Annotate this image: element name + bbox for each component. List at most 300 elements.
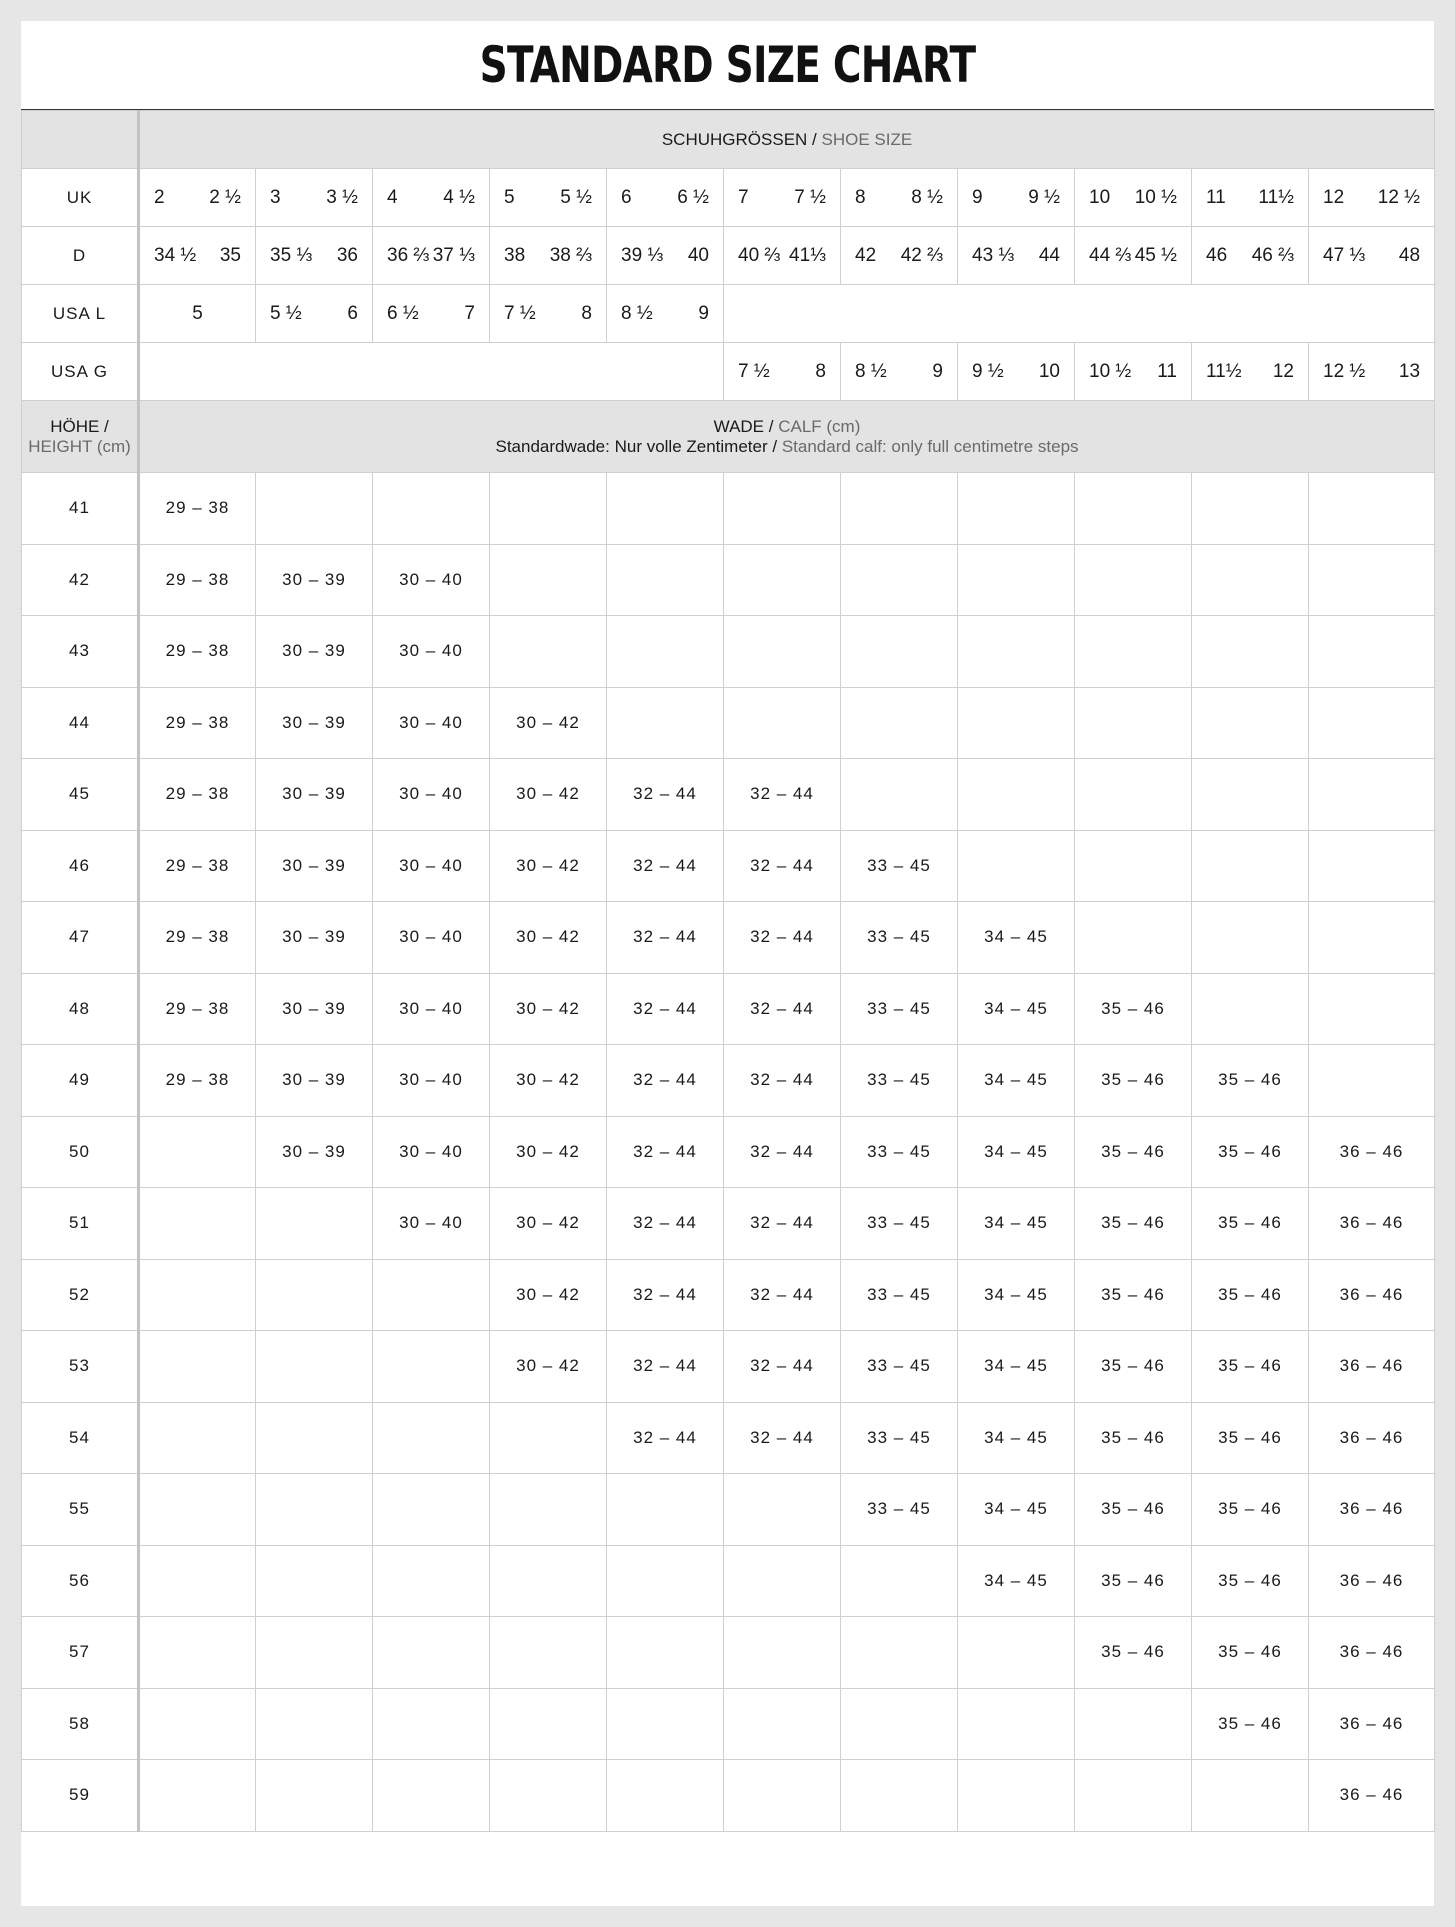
calf-row [22,1545,1435,1617]
calf-range-cell: 30 – 40 [373,544,490,616]
calf-range-cell [139,1331,256,1403]
calf-range-cell: 35 – 46 [1192,1617,1309,1689]
size-values [1192,245,1308,267]
size-value: 44 ⅔ [1089,244,1132,266]
calf-range-cell: 36 – 46 [1309,1188,1435,1260]
calf-range-cell [1075,759,1192,831]
calf-range-cell: 33 – 45 [841,973,958,1045]
calf-range-cell [490,544,607,616]
size-values [256,187,372,209]
calf-range-cell [1192,759,1309,831]
size-value: 11½ [1258,186,1294,208]
calf-range-cell: 35 – 46 [1075,1188,1192,1260]
size-value: 8 [581,302,592,324]
size-value: 9 [972,186,983,208]
size-cell [373,227,490,285]
calf-range-cell: 33 – 45 [841,1188,958,1260]
height-value: 57 [22,1617,139,1689]
shoe-size-header-row [22,111,1435,169]
calf-range-cell: 35 – 46 [1075,1116,1192,1188]
size-value: 38 [504,244,526,266]
size-value: 4 [387,186,398,208]
size-value: 4 ½ [443,186,475,208]
calf-range-cell: 32 – 44 [607,1045,724,1117]
calf-range-cell [1309,1045,1435,1117]
size-values [490,303,606,325]
calf-range-cell: 30 – 39 [256,616,373,688]
size-value: 42 [855,244,877,266]
calf-range-cell: 29 – 38 [139,616,256,688]
calf-range-cell: 29 – 38 [139,473,256,545]
calf-range-cell: 30 – 40 [373,830,490,902]
calf-note-de: Standardwade: Nur volle Zentimeter / [495,436,778,456]
size-values [841,187,957,209]
calf-header-en: CALF (cm) [773,416,861,436]
size-value: 9 [932,360,943,382]
calf-range-cell: 30 – 40 [373,973,490,1045]
height-value: 59 [22,1760,139,1832]
calf-range-cell [958,616,1075,688]
size-value: 8 [815,360,826,382]
size-cell [958,169,1075,227]
calf-range-cell: 30 – 39 [256,902,373,974]
calf-range-cell: 30 – 39 [256,687,373,759]
calf-range-cell [724,473,841,545]
height-value: 51 [22,1188,139,1260]
calf-range-cell: 36 – 46 [1309,1331,1435,1403]
size-cell [490,169,607,227]
height-value: 46 [22,830,139,902]
calf-range-cell: 30 – 42 [490,973,607,1045]
shoe-size-header-de: SCHUHGRÖSSEN / [661,129,817,149]
size-values [958,361,1074,383]
calf-range-cell: 35 – 46 [1192,1045,1309,1117]
size-cell [1075,169,1192,227]
size-value: 10 [1038,360,1060,382]
size-value: 47 ⅓ [1323,244,1366,266]
calf-range-cell: 30 – 42 [490,1259,607,1331]
calf-row [22,1402,1435,1474]
calf-range-cell [841,1545,958,1617]
size-values [1309,361,1434,383]
size-values [140,303,255,325]
size-value: 40 [687,244,709,266]
size-cell [256,285,373,343]
calf-range-cell [1192,544,1309,616]
size-cell [373,169,490,227]
calf-range-cell [607,687,724,759]
size-cell [958,227,1075,285]
calf-range-cell: 30 – 40 [373,759,490,831]
calf-range-cell: 32 – 44 [724,1188,841,1260]
shoe-size-header [139,111,1435,169]
calf-range-cell [490,1545,607,1617]
calf-row [22,1760,1435,1832]
size-values [607,303,723,325]
calf-range-cell: 30 – 42 [490,1045,607,1117]
calf-range-cell [1075,1760,1192,1832]
size-cell [724,169,841,227]
size-value: 2 ½ [209,186,241,208]
calf-range-cell [958,1617,1075,1689]
calf-row [22,902,1435,974]
calf-range-cell [1309,973,1435,1045]
calf-range-cell [1192,902,1309,974]
calf-range-cell [139,1188,256,1260]
calf-range-cell [139,1474,256,1546]
calf-range-cell: 32 – 44 [607,1402,724,1474]
calf-range-cell [1075,473,1192,545]
calf-range-cell: 36 – 46 [1309,1474,1435,1546]
calf-range-cell: 32 – 44 [724,973,841,1045]
calf-range-cell [139,1688,256,1760]
calf-range-cell [256,1617,373,1689]
size-value: 11 [1157,360,1177,382]
size-cell [841,169,958,227]
calf-range-cell: 36 – 46 [1309,1402,1435,1474]
calf-range-cell: 30 – 40 [373,1045,490,1117]
size-value: 46 [1206,244,1228,266]
size-empty-cell [724,285,1435,343]
size-cell [841,343,958,401]
height-value: 45 [22,759,139,831]
calf-range-cell: 30 – 39 [256,544,373,616]
calf-row [22,616,1435,688]
size-cell [139,285,256,343]
size-value: 10 ½ [1089,360,1132,382]
size-value: 11 [1206,186,1226,208]
calf-range-cell: 34 – 45 [958,1188,1075,1260]
calf-range-cell: 35 – 46 [1075,1617,1192,1689]
calf-range-cell [607,1760,724,1832]
size-values [607,245,723,267]
size-values [373,303,489,325]
size-row [22,343,1435,401]
size-values [1309,245,1434,267]
calf-row [22,830,1435,902]
size-value: 10 [1089,186,1111,208]
calf-range-cell [841,473,958,545]
calf-range-cell [841,544,958,616]
calf-range-cell: 32 – 44 [724,1116,841,1188]
calf-range-cell [841,1688,958,1760]
calf-row [22,1688,1435,1760]
calf-range-cell: 34 – 45 [958,1259,1075,1331]
calf-range-cell [1192,616,1309,688]
calf-range-cell: 29 – 38 [139,687,256,759]
size-value: 12 [1323,186,1345,208]
calf-range-cell [958,759,1075,831]
calf-range-cell [607,616,724,688]
size-value: 5 [504,186,515,208]
calf-range-cell: 33 – 45 [841,902,958,974]
calf-range-cell: 33 – 45 [841,1402,958,1474]
calf-range-cell: 35 – 46 [1075,1331,1192,1403]
calf-range-cell: 32 – 44 [724,1259,841,1331]
size-values [140,187,255,209]
calf-range-cell [841,687,958,759]
calf-row [22,1188,1435,1260]
size-cell [1309,169,1435,227]
size-value: 12 ½ [1323,360,1366,382]
size-value: 2 [154,186,165,208]
size-cell [1309,227,1435,285]
calf-row [22,1259,1435,1331]
size-value: 6 ½ [387,302,419,324]
size-value: 35 [219,244,241,266]
size-cell [1192,169,1309,227]
calf-range-cell [1309,616,1435,688]
calf-range-cell: 30 – 40 [373,1188,490,1260]
size-cell [1192,227,1309,285]
calf-range-cell [1075,616,1192,688]
calf-range-cell: 32 – 44 [724,902,841,974]
calf-range-cell [958,830,1075,902]
calf-range-cell [256,1331,373,1403]
size-value: 35 ⅓ [270,244,313,266]
calf-range-cell: 32 – 44 [607,1259,724,1331]
height-value: 48 [22,973,139,1045]
size-value: 10 ½ [1134,186,1177,208]
calf-range-cell [1192,973,1309,1045]
height-header-de: HÖHE / [50,416,109,436]
size-value: 6 [347,302,358,324]
calf-range-cell: 35 – 46 [1192,1116,1309,1188]
calf-range-cell [1309,473,1435,545]
calf-range-cell: 32 – 44 [607,1116,724,1188]
calf-row [22,1474,1435,1546]
calf-range-cell: 32 – 44 [724,830,841,902]
size-value: 37 ⅓ [432,244,475,266]
size-values [490,245,606,267]
size-value: 41⅓ [789,244,826,266]
size-value: 43 ⅓ [972,244,1015,266]
calf-range-cell [256,1545,373,1617]
height-header-en: HEIGHT (cm) [28,436,131,456]
size-values [1075,187,1191,209]
calf-range-cell: 33 – 45 [841,1045,958,1117]
size-cell [607,285,724,343]
calf-range-cell [1192,473,1309,545]
size-value: 9 ½ [1028,186,1060,208]
calf-range-cell [1192,687,1309,759]
calf-range-cell: 32 – 44 [724,1331,841,1403]
calf-row [22,687,1435,759]
calf-range-cell [724,687,841,759]
size-system-label: D [22,227,139,285]
calf-range-cell: 29 – 38 [139,1045,256,1117]
calf-range-cell [958,1688,1075,1760]
calf-range-cell [1309,830,1435,902]
height-value: 41 [22,473,139,545]
calf-row [22,973,1435,1045]
calf-range-cell: 29 – 38 [139,544,256,616]
calf-range-cell [724,1688,841,1760]
calf-range-cell [373,1259,490,1331]
calf-range-cell: 30 – 39 [256,973,373,1045]
size-value: 44 [1038,244,1060,266]
calf-range-cell: 36 – 46 [1309,1545,1435,1617]
calf-range-cell: 29 – 38 [139,902,256,974]
calf-row [22,759,1435,831]
size-values [373,187,489,209]
calf-row [22,1116,1435,1188]
size-values [958,245,1074,267]
calf-range-cell [958,687,1075,759]
size-value: 34 ½ [154,244,197,266]
size-cell [490,227,607,285]
calf-range-cell: 35 – 46 [1192,1331,1309,1403]
height-value: 43 [22,616,139,688]
calf-range-cell: 35 – 46 [1192,1688,1309,1760]
size-value: 39 ⅓ [621,244,664,266]
calf-range-cell [1309,759,1435,831]
calf-range-cell [490,473,607,545]
calf-range-cell [373,1545,490,1617]
calf-range-cell [139,1545,256,1617]
calf-range-cell [607,1617,724,1689]
calf-range-cell: 32 – 44 [607,973,724,1045]
size-value: 38 ⅔ [549,244,592,266]
size-cell [1192,343,1309,401]
calf-range-cell [256,1259,373,1331]
calf-range-cell: 35 – 46 [1192,1402,1309,1474]
size-value: 8 ½ [911,186,943,208]
size-value: 7 ½ [738,360,770,382]
size-value: 9 [698,302,709,324]
size-cell [841,227,958,285]
calf-range-cell [1075,544,1192,616]
size-value: 5 ½ [270,302,302,324]
calf-range-cell [724,1760,841,1832]
calf-range-cell [607,1688,724,1760]
height-value: 54 [22,1402,139,1474]
calf-range-cell [841,1617,958,1689]
calf-range-cell: 30 – 42 [490,830,607,902]
size-system-label: UK [22,169,139,227]
calf-range-cell: 30 – 42 [490,1116,607,1188]
height-value: 53 [22,1331,139,1403]
calf-range-cell: 30 – 40 [373,616,490,688]
calf-range-cell: 35 – 46 [1075,1402,1192,1474]
calf-range-cell: 30 – 40 [373,902,490,974]
calf-range-cell [607,1474,724,1546]
calf-range-cell: 36 – 46 [1309,1617,1435,1689]
calf-range-cell [724,616,841,688]
calf-range-cell: 34 – 45 [958,1545,1075,1617]
size-value: 42 ⅔ [900,244,943,266]
calf-range-cell [490,1402,607,1474]
calf-range-cell: 34 – 45 [958,1045,1075,1117]
calf-range-cell [607,473,724,545]
size-chart-sheet [21,21,1434,1906]
size-values [140,245,255,267]
calf-range-cell: 30 – 39 [256,1116,373,1188]
calf-range-cell [373,1331,490,1403]
calf-range-cell [1192,830,1309,902]
size-cell [256,227,373,285]
size-values [1309,187,1434,209]
size-value: 36 [336,244,358,266]
size-value: 6 [621,186,632,208]
calf-range-cell: 32 – 44 [607,1331,724,1403]
size-values [958,187,1074,209]
size-values [841,361,957,383]
size-value: 5 ½ [560,186,592,208]
calf-range-cell [256,1760,373,1832]
size-row [22,285,1435,343]
calf-range-cell [1075,902,1192,974]
calf-row [22,473,1435,545]
size-value: 3 ½ [326,186,358,208]
size-cell [724,227,841,285]
calf-range-cell [490,1688,607,1760]
size-system-label: USA G [22,343,139,401]
calf-range-cell [490,616,607,688]
calf-range-cell: 36 – 46 [1309,1688,1435,1760]
size-value: 5 [192,302,203,324]
calf-range-cell: 29 – 38 [139,830,256,902]
size-cell [724,343,841,401]
calf-range-cell: 30 – 39 [256,759,373,831]
size-values [724,361,840,383]
calf-range-cell [373,1402,490,1474]
calf-range-cell [139,1116,256,1188]
calf-range-cell: 30 – 42 [490,902,607,974]
calf-range-cell [139,1259,256,1331]
size-values [841,245,957,267]
calf-range-cell: 33 – 45 [841,1331,958,1403]
calf-range-cell [139,1617,256,1689]
size-values [1192,361,1308,383]
calf-range-cell: 36 – 46 [1309,1760,1435,1832]
size-values [724,245,840,267]
calf-range-cell [490,1617,607,1689]
size-value: 46 ⅔ [1251,244,1294,266]
size-cell [139,227,256,285]
calf-row [22,544,1435,616]
calf-range-cell [373,1688,490,1760]
size-values [256,303,372,325]
calf-range-cell: 34 – 45 [958,1402,1075,1474]
calf-range-cell [958,473,1075,545]
calf-row [22,1617,1435,1689]
size-cell [373,285,490,343]
calf-range-cell: 34 – 45 [958,902,1075,974]
size-value: 7 ½ [504,302,536,324]
calf-range-cell [373,1617,490,1689]
calf-range-cell: 35 – 46 [1075,1545,1192,1617]
calf-range-cell [139,1760,256,1832]
calf-range-cell [373,473,490,545]
size-value: 45 ½ [1134,244,1177,266]
calf-range-cell [256,1474,373,1546]
calf-range-cell [958,1760,1075,1832]
calf-range-cell [841,1760,958,1832]
size-empty-cell [139,343,724,401]
calf-header [139,401,1435,473]
calf-range-cell: 34 – 45 [958,1116,1075,1188]
calf-range-cell: 35 – 46 [1192,1188,1309,1260]
calf-range-cell: 35 – 46 [1075,1474,1192,1546]
size-value: 6 ½ [677,186,709,208]
calf-range-cell: 30 – 42 [490,687,607,759]
calf-range-cell: 32 – 44 [607,830,724,902]
size-value: 7 [738,186,749,208]
size-cell [256,169,373,227]
calf-range-cell [724,544,841,616]
calf-range-cell: 36 – 46 [1309,1259,1435,1331]
